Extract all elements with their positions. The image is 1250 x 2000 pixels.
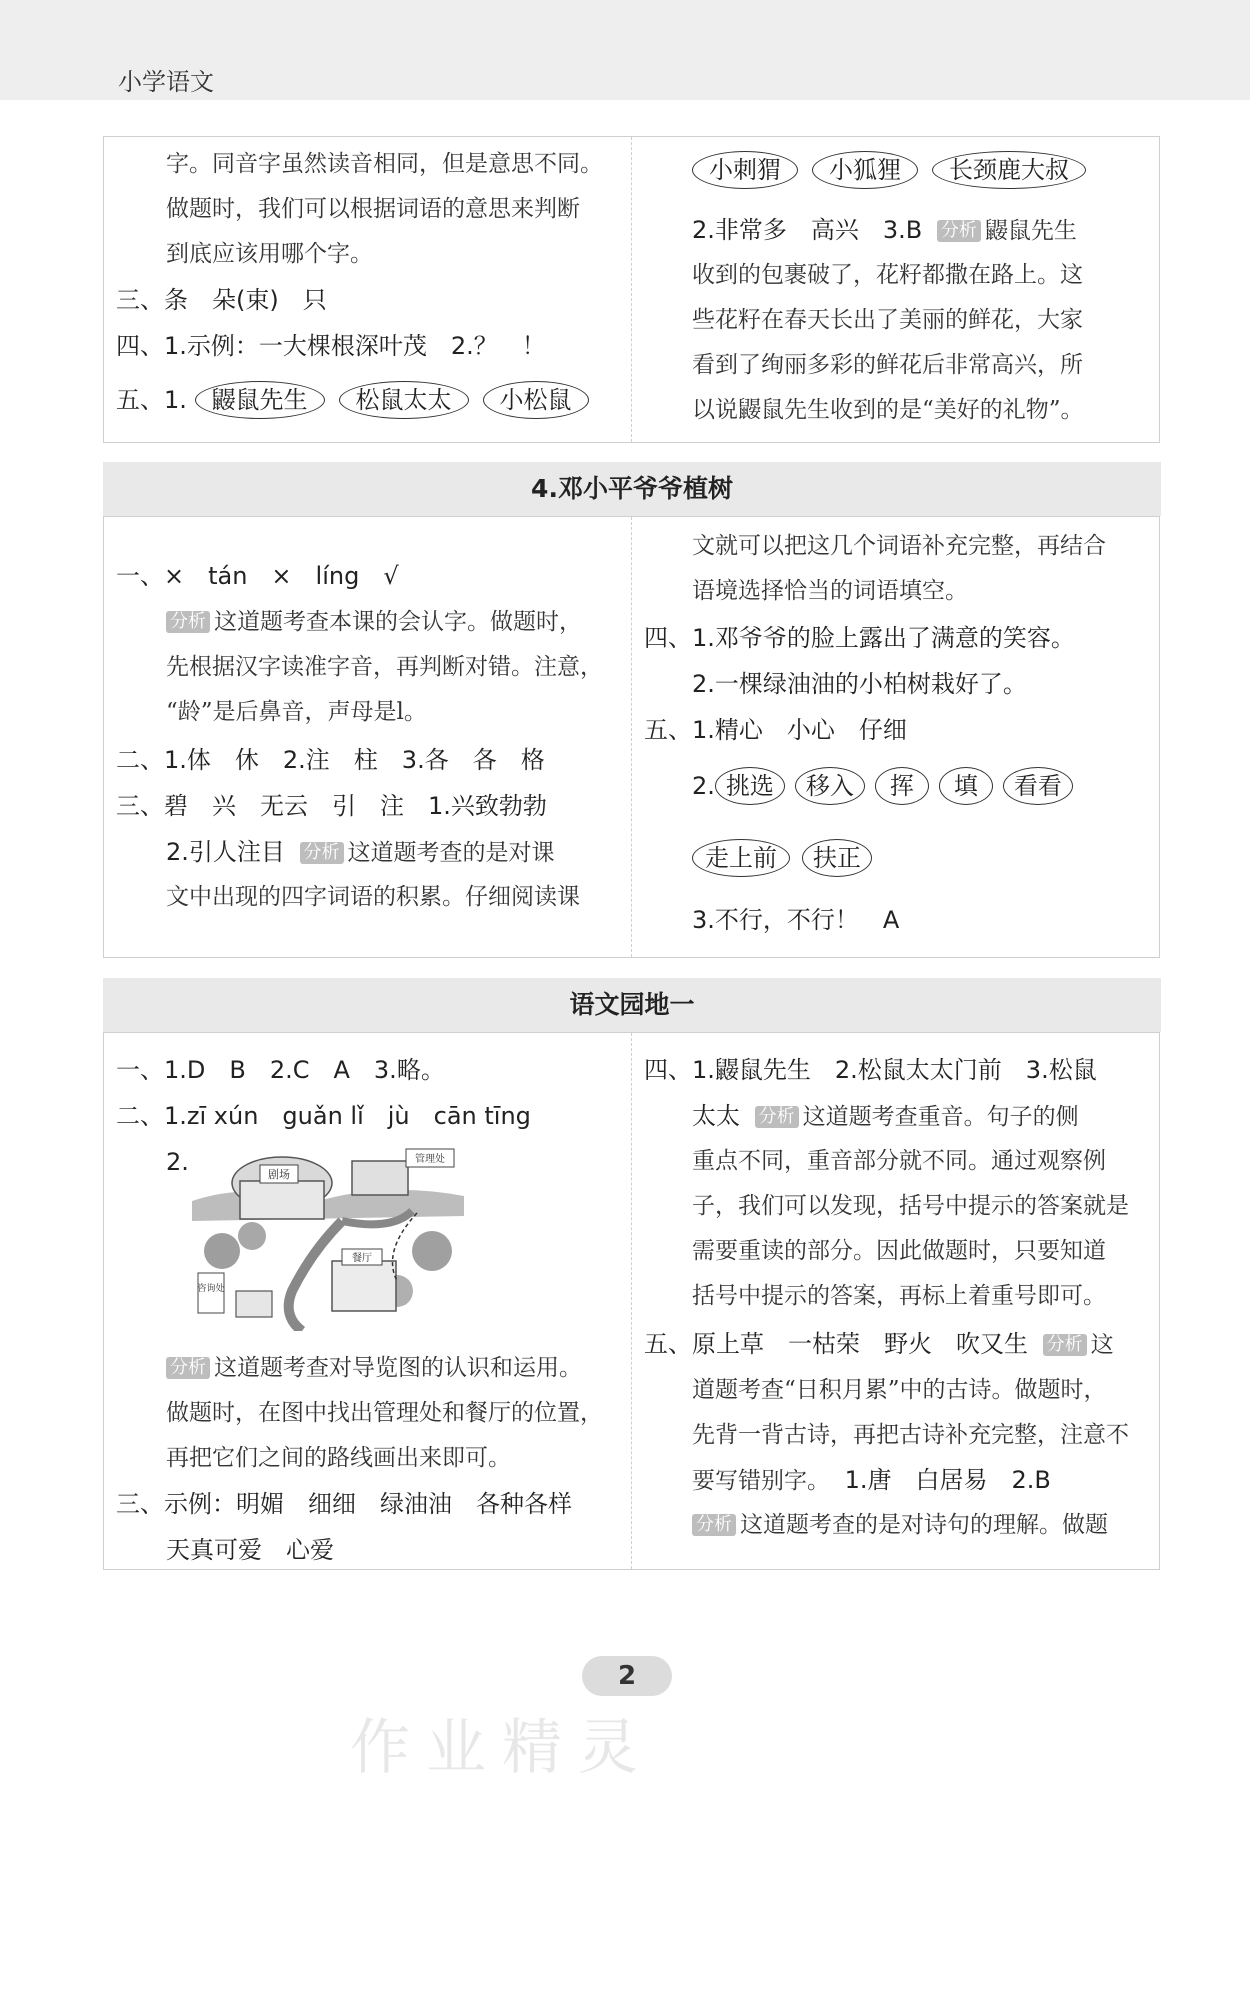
circled-answer: 移入 <box>795 767 865 805</box>
text-line: “龄”是后鼻音，声母是l。 <box>166 699 427 725</box>
answer-line: 四、1.鼹鼠先生 2.松鼠太太门前 3.松鼠 <box>644 1056 1097 1084</box>
text-line: 先根据汉字读准字音，再判断对错。注意， <box>166 654 603 680</box>
answer-line: 四、1.邓爷爷的脸上露出了满意的笑容。 <box>644 624 1075 652</box>
text-segment: 要写错别字。 <box>692 1468 830 1494</box>
analysis-line <box>166 605 582 639</box>
map-tree <box>204 1233 240 1269</box>
analysis-tag: 分析 <box>300 842 344 864</box>
circled-answer: 鼹鼠先生 <box>195 381 325 419</box>
watermark: 作业精灵 <box>350 1713 654 1783</box>
analysis-line <box>166 1351 582 1385</box>
circled-answer: 看看 <box>1003 767 1073 805</box>
answer-line <box>692 213 1077 248</box>
text-line: 括号中提示的答案，再标上着重号即可。 <box>692 1283 1106 1309</box>
text-line: 文就可以把这几个词语补充完整，再结合 <box>692 533 1106 559</box>
analysis-text: 这道题考查本课的会认字。做题时， <box>214 609 582 635</box>
analysis-tag: 分析 <box>1043 1334 1087 1356</box>
answer-line: 二、1.zī xún guǎn lǐ jù cān tīng <box>116 1102 531 1130</box>
guide-map-illustration <box>192 1141 464 1331</box>
circled-answer: 扶正 <box>802 839 872 877</box>
answer-line <box>692 151 1100 189</box>
text-line: 到底应该用哪个字。 <box>166 241 373 267</box>
circled-answer: 长颈鹿大叔 <box>932 151 1086 189</box>
circled-answer: 挑选 <box>715 767 785 805</box>
text-line: 子，我们可以发现，括号中提示的答案就是 <box>692 1193 1129 1219</box>
answer-text: 2.引人注目 <box>166 838 285 866</box>
circled-answer: 挥 <box>875 767 929 805</box>
answer-line <box>644 1327 1114 1362</box>
circled-answer: 松鼠太太 <box>339 381 469 419</box>
text-line: 重点不同，重音部分就不同。通过观察例 <box>692 1148 1106 1174</box>
answer-line: 一、× tán × líng √ <box>116 562 399 590</box>
circled-answer: 走上前 <box>692 839 790 877</box>
info-house <box>236 1291 272 1317</box>
answer-line: 2. <box>166 1148 189 1176</box>
text-line: 些花籽在春天长出了美丽的鲜花，大家 <box>692 307 1083 333</box>
text-line: 文中出现的四字词语的积累。仔细阅读课 <box>166 884 580 910</box>
circled-answer: 小狐狸 <box>812 151 918 189</box>
answer-line <box>692 1099 1079 1134</box>
column-divider <box>631 1033 632 1569</box>
column-divider <box>631 137 632 442</box>
answer-line: 2.一棵绿油油的小柏树栽好了。 <box>692 670 1027 698</box>
office-building <box>352 1161 408 1195</box>
text-line: 再把它们之间的路线画出来即可。 <box>166 1445 511 1471</box>
answer-line <box>116 381 603 419</box>
answer-line <box>166 835 555 870</box>
restaurant-building <box>332 1261 396 1311</box>
map-tree <box>412 1231 452 1271</box>
answer-line: 三、碧 兴 无云 引 注 1.兴致勃勃 <box>116 792 547 820</box>
text-line: 道题考查“日积月累”中的古诗。做题时， <box>692 1377 1107 1403</box>
analysis-text: 这道题考查对导览图的认识和运用。 <box>214 1355 582 1381</box>
answer-text: 太太 <box>692 1102 740 1130</box>
answer-text: 2.非常多 高兴 3.B <box>692 216 923 244</box>
analysis-text: 这道题考查的是对课 <box>347 840 555 866</box>
text-line: 语境选择恰当的词语填空。 <box>692 578 968 604</box>
map-label-theater: 剧场 <box>268 1168 290 1181</box>
answer-line: 三、示例：明媚 细细 绿油油 各种各样 <box>116 1490 572 1518</box>
answer-line: 2. 挑选 移入 挥 填 看看 <box>692 767 1073 805</box>
analysis-text: 这道题考查重音。句子的侧 <box>802 1104 1079 1130</box>
answer-line: 三、条 朵(束) 只 <box>116 286 327 314</box>
analysis-line <box>692 1508 1108 1542</box>
text-line: 字。同音字虽然读音相同，但是意思不同。 <box>166 151 603 177</box>
answer-block-2 <box>103 516 1160 958</box>
answer-line: 四、1.示例：一大棵根深叶茂 2.？ ！ <box>116 332 546 360</box>
column-divider <box>631 517 632 957</box>
analysis-tag: 分析 <box>692 1514 736 1536</box>
text-line: 看到了绚丽多彩的鲜花后非常高兴，所 <box>692 352 1083 378</box>
answer-block-3 <box>103 1032 1160 1570</box>
analysis-tag: 分析 <box>166 611 210 633</box>
answer-line: 五、1.精心 小心 仔细 <box>644 716 907 744</box>
answer-line: 3.不行，不行！ A <box>692 906 900 934</box>
section-title: 语文园地一 <box>103 978 1161 1032</box>
text-line: 做题时，我们可以根据词语的意思来判断 <box>166 196 580 222</box>
analysis-tag: 分析 <box>755 1106 799 1128</box>
circled-answer: 小松鼠 <box>483 381 589 419</box>
page-number: 2 <box>582 1656 672 1696</box>
map-label-restaurant: 餐厅 <box>352 1253 372 1264</box>
analysis-text: 这 <box>1090 1332 1114 1358</box>
map-label-office: 管理处 <box>415 1154 445 1165</box>
answer-line: 天真可爱 心爱 <box>166 1536 334 1564</box>
circled-answer: 小刺猬 <box>692 151 798 189</box>
analysis-tag: 分析 <box>166 1357 210 1379</box>
text-line: 做题时，在图中找出管理处和餐厅的位置， <box>166 1400 603 1426</box>
subject-label: 小学语文 <box>118 68 214 96</box>
map-label-info: 咨询处 <box>197 1284 225 1294</box>
answer-line <box>692 1463 1051 1498</box>
analysis-tag: 分析 <box>937 220 981 242</box>
analysis-text: 这道题考查的是对诗句的理解。做题 <box>740 1512 1108 1538</box>
text-line: 收到的包裹破了，花籽都撒在路上。这 <box>692 262 1083 288</box>
answer-line <box>692 839 886 877</box>
text-line: 需要重读的部分。因此做题时，只要知道 <box>692 1238 1106 1264</box>
text-line: 以说鼹鼠先生收到的是“美好的礼物”。 <box>692 397 1084 423</box>
answer-line: 一、1.D B 2.C A 3.略。 <box>116 1056 445 1084</box>
answer-text: 1.唐 白居易 2.B <box>844 1466 1051 1494</box>
answer-line: 二、1.体 休 2.注 柱 3.各 各 格 <box>116 746 545 774</box>
answer-prefix: 五、1. <box>116 386 187 414</box>
theater-building <box>240 1181 324 1219</box>
circled-answer: 填 <box>939 767 993 805</box>
map-tree <box>238 1222 266 1250</box>
analysis-text: 鼹鼠先生 <box>984 218 1077 244</box>
answer-text: 五、原上草 一枯荣 野火 吹又生 <box>644 1330 1028 1358</box>
text-line: 先背一背古诗，再把古诗补充完整，注意不 <box>692 1422 1129 1448</box>
answer-block-1 <box>103 136 1160 443</box>
section-title: 4.邓小平爷爷植树 <box>103 462 1161 516</box>
